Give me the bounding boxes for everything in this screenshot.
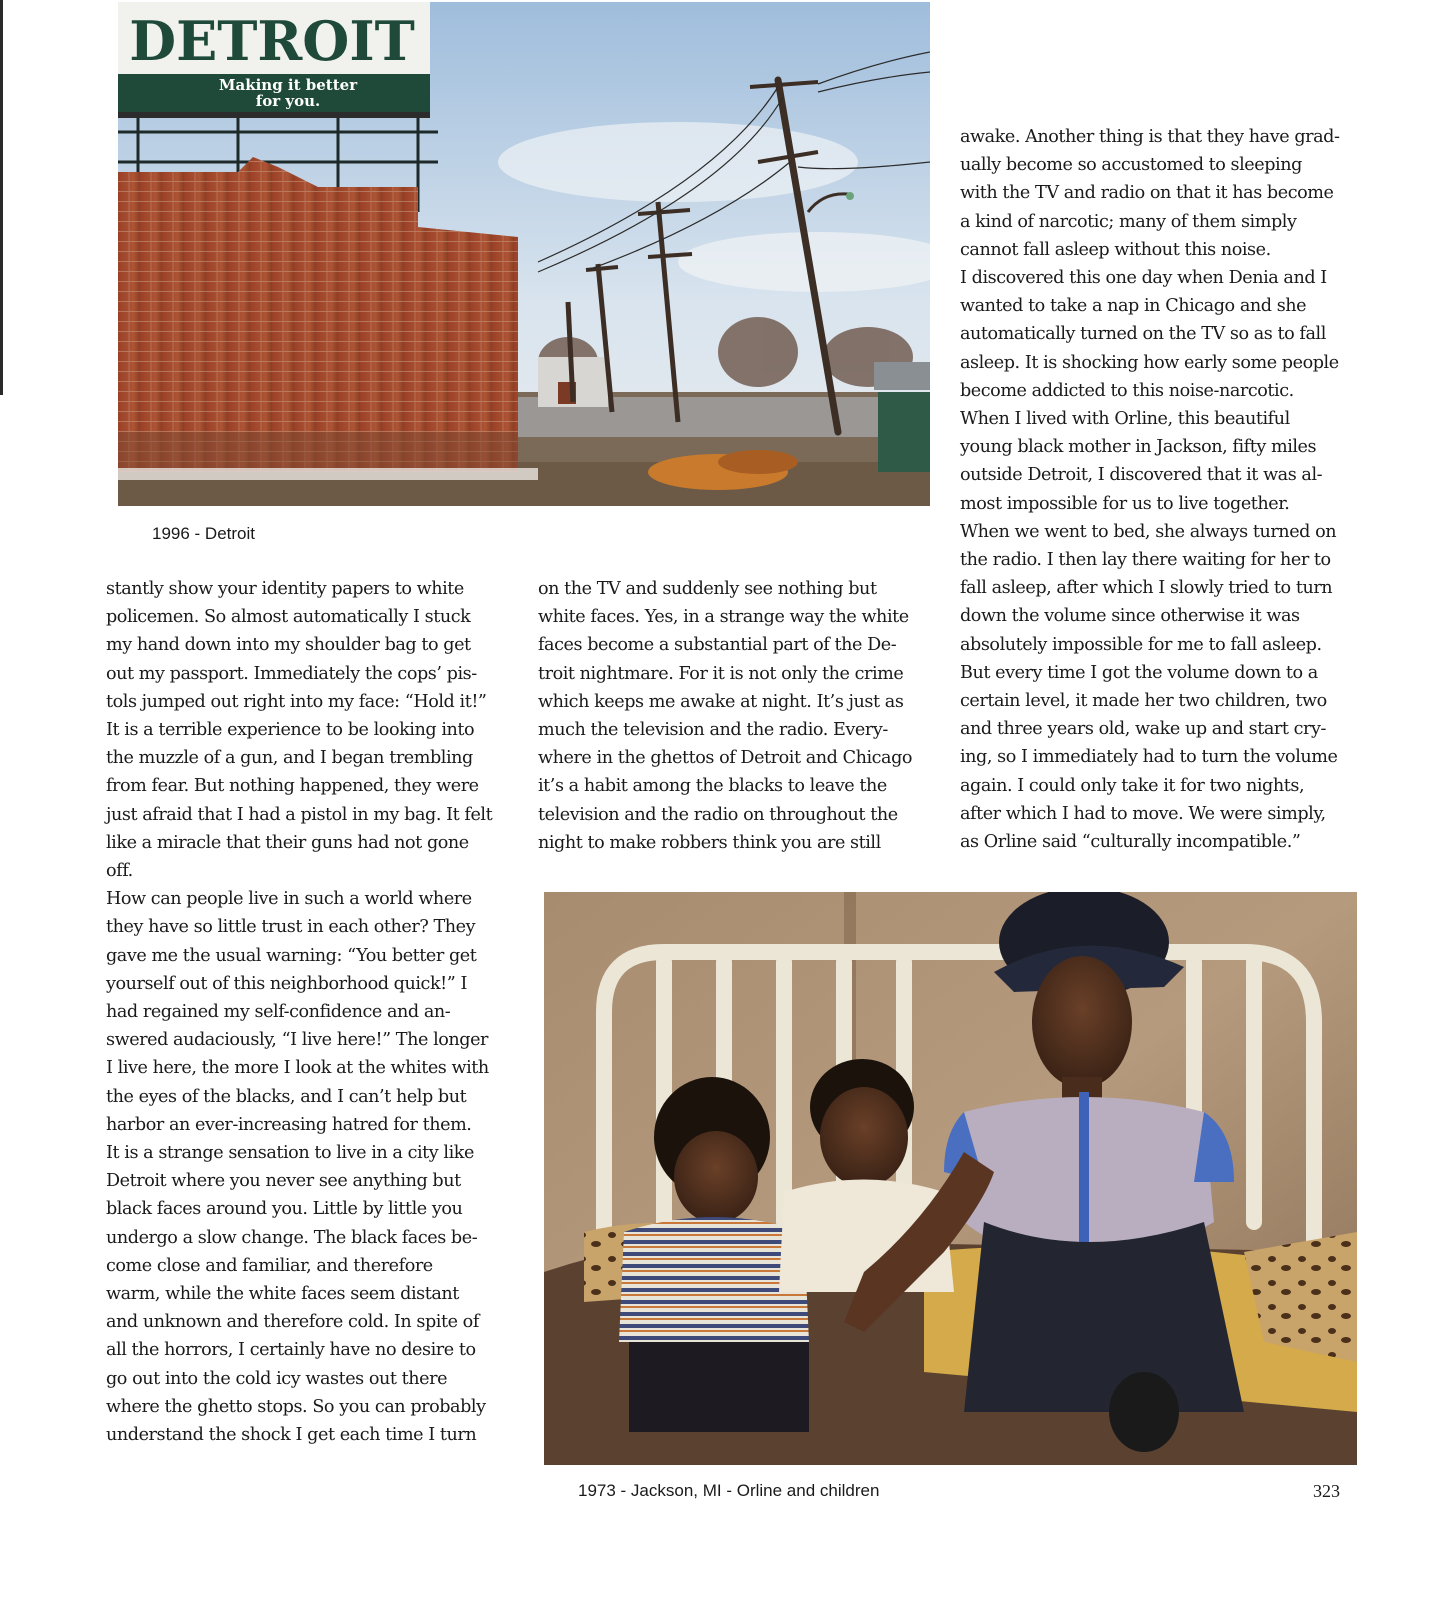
- text-line: most impossible for us to live together.: [960, 493, 1290, 514]
- text-line: But every time I got the volume down to a: [960, 662, 1318, 683]
- text-line: from fear. But nothing happened, they were: [106, 776, 479, 797]
- text-line: the radio. I then lay there waiting for her to: [960, 550, 1331, 571]
- billboard-tagline-2: for you.: [255, 92, 321, 110]
- text-line: harbor an ever-increasing hatred for them.: [106, 1114, 472, 1135]
- text-line: down the volume since otherwise it was: [960, 606, 1300, 627]
- text-line: When I lived with Orline, this beautiful: [960, 409, 1290, 430]
- text-column-middle: [538, 575, 938, 857]
- text-line: television and the radio on throughout the: [538, 804, 898, 825]
- text-line: gave me the usual warning: “You better get: [106, 945, 477, 966]
- text-line: warm, while the white faces seem distant: [106, 1284, 459, 1305]
- text-line: after which I had to move. We were simply,: [960, 803, 1326, 824]
- page-number: 323: [1313, 1481, 1340, 1501]
- text-line: again. I could only take it for two nights,: [960, 775, 1305, 796]
- text-line: white faces. Yes, in a strange way the white: [538, 607, 909, 628]
- text-line: night to make robbers think you are still: [538, 832, 881, 853]
- text-line: policemen. So almost automatically I stuck: [106, 607, 471, 628]
- photo-jackson-orline-and-children: [544, 892, 1357, 1465]
- text-line: ing, so I immediately had to turn the volume: [960, 747, 1338, 768]
- text-line: outside Detroit, I discovered that it was al-: [960, 465, 1323, 486]
- text-line: automatically turned on the TV so as to fall: [960, 324, 1326, 345]
- text-line: Detroit where you never see anything but: [106, 1171, 461, 1192]
- text-line: I live here, the more I look at the whites with: [106, 1058, 489, 1079]
- text-line: they have so little trust in each other? They: [106, 917, 476, 938]
- text-line: the muzzle of a gun, and I began trembling: [106, 748, 473, 769]
- text-line: the eyes of the blacks, and I can’t help but: [106, 1086, 467, 1107]
- text-line: a kind of narcotic; many of them simply: [960, 211, 1297, 232]
- text-line: go out into the cold icy wastes out there: [106, 1368, 448, 1389]
- photo-jackson-illustration: [544, 892, 1357, 1465]
- text-line: understand the shock I get each time I turn: [106, 1425, 477, 1446]
- text-line: where in the ghettos of Detroit and Chicago: [538, 748, 913, 769]
- text-line: troit nightmare. For it is not only the crime: [538, 663, 904, 684]
- text-line: ually become so accustomed to sleeping: [960, 155, 1302, 176]
- text-line: just afraid that I had a pistol in my bag. It felt: [106, 804, 493, 825]
- text-line: off.: [106, 861, 133, 882]
- text-line: awake. Another thing is that they have grad-: [960, 127, 1340, 147]
- text-line: black faces around you. Little by little you: [106, 1199, 463, 1220]
- text-column-right: [960, 123, 1370, 856]
- billboard-tagline-1: Making it better: [218, 76, 358, 94]
- billboard-title: DETROIT: [129, 9, 415, 73]
- text-line: on the TV and suddenly see nothing but: [538, 579, 877, 599]
- text-line: and three years old, wake up and start cry-: [960, 719, 1326, 740]
- text-line: When we went to bed, she always turned on: [960, 521, 1337, 542]
- text-column-left: [106, 575, 516, 1449]
- text-line: come close and familiar, and therefore: [106, 1255, 433, 1276]
- text-line: swered audaciously, “I live here!” The longer: [106, 1030, 489, 1051]
- text-line: young black mother in Jackson, fifty miles: [960, 437, 1317, 458]
- text-line: wanted to take a nap in Chicago and she: [960, 296, 1307, 317]
- text-line: all the horrors, I certainly have no desire to: [106, 1340, 476, 1361]
- text-line: much the television and the radio. Every-: [538, 720, 888, 741]
- text-line: fall asleep, after which I slowly tried to turn: [960, 578, 1333, 599]
- caption-jackson: 1973 - Jackson, MI - Orline and children: [578, 1481, 880, 1500]
- text-line: stantly show your identity papers to white: [106, 579, 464, 599]
- text-line: it’s a habit among the blacks to leave the: [538, 776, 887, 797]
- text-line: with the TV and radio on that it has become: [960, 183, 1334, 204]
- photo-detroit-illustration: [118, 2, 930, 506]
- text-line: undergo a slow change. The black faces be-: [106, 1227, 478, 1248]
- text-line: It is a strange sensation to live in a city like: [106, 1143, 474, 1164]
- text-line: like a miracle that their guns had not gone: [106, 832, 469, 853]
- text-line: It is a terrible experience to be looking into: [106, 720, 475, 741]
- text-line: which keeps me awake at night. It’s just as: [538, 691, 904, 712]
- text-line: I discovered this one day when Denia and I: [960, 268, 1327, 289]
- text-line: tols jumped out right into my face: “Hold it!”: [106, 691, 487, 712]
- text-line: yourself out of this neighborhood quick!” I: [106, 973, 467, 994]
- text-line: where the ghetto stops. So you can probably: [106, 1396, 486, 1417]
- text-line: cannot fall asleep without this noise.: [960, 239, 1271, 260]
- text-line: absolutely impossible for me to fall asleep.: [960, 634, 1322, 655]
- page-edge-mark: [0, 0, 3, 395]
- photo-detroit-street: [118, 2, 930, 506]
- text-line: as Orline said “culturally incompatible.”: [960, 832, 1301, 853]
- text-line: become addicted to this noise-narcotic.: [960, 380, 1294, 401]
- text-line: asleep. It is shocking how early some people: [960, 352, 1339, 373]
- text-line: out my passport. Immediately the cops’ pis-: [106, 663, 477, 684]
- text-line: faces become a substantial part of the De-: [538, 635, 897, 656]
- caption-detroit: 1996 - Detroit: [152, 524, 255, 543]
- text-line: How can people live in such a world where: [106, 889, 472, 910]
- text-line: and unknown and therefore cold. In spite of: [106, 1312, 479, 1333]
- text-line: had regained my self-confidence and an-: [106, 1002, 451, 1023]
- text-line: certain level, it made her two children, two: [960, 691, 1327, 712]
- text-line: my hand down into my shoulder bag to get: [106, 635, 471, 656]
